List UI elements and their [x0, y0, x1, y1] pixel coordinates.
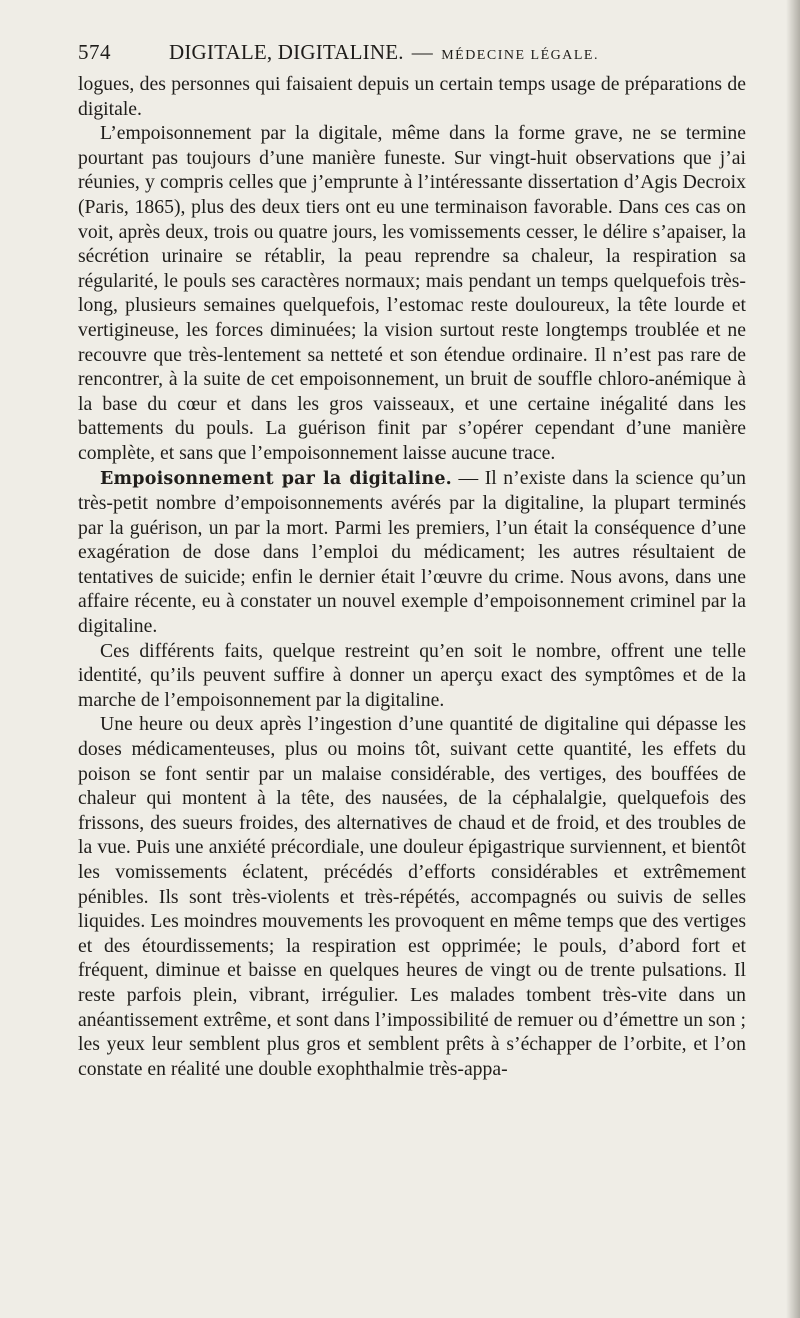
header-subtitle: MÉDECINE LÉGALE.	[441, 48, 599, 63]
running-head	[78, 40, 746, 72]
book-page	[78, 40, 746, 1081]
page-edge-shadow	[786, 0, 800, 1318]
header-title: DIGITALE, DIGITALINE.	[169, 40, 404, 64]
section-text: — Il n’existe dans la science qu’un très-petit nombre d’empoisonnements avérés par la digitaline, la plupart terminés par la guérison, un par la mort. Parmi les premiers, l’un était la conséquence d’une exagération de dose dans l’emploi du médicament; les autres résultaient de tentatives de suicide; enfin le dernier était l’œuvre du crime. Nous avons, dans une affaire récente, eu à constater un nouvel exemple d’empoisonnement criminel par la digitaline.	[78, 466, 746, 638]
paragraph-recovery: L’empoisonnement par la digitale, même dans la forme grave, ne se termine pourtant pas toujours d’une manière funeste. Sur vingt-huit observations que j’ai réunies, y compris celles que j’emprunte à l’intéressante dissertation d’Agis Decroix (Paris, 1865), plus des deux tiers ont eu une terminaison favorable. Dans ces cas on voit, après deux, trois ou quatre jours, les vomissements cesser, le délire s’apaiser, la sécrétion urinaire se rétablir, la peau reprendre sa chaleur, la respiration sa régularité, le pouls ses caractères normaux; mais pendant un temps quelquefois très-long, plusieurs semaines quelquefois, l’estomac reste douloureux, la tête lourde et vertigineuse, les forces diminuées; la vision surtout reste longtemps troublée et ne recouvre que très-lentement sa netteté et son étendue ordinaire. Il n’est pas rare de rencontrer, à la suite de cet empoisonnement, un bruit de souffle chloro-anémique à la base du cœur et dans les gros vaisseaux, et une certaine inégalité dans les battements du pouls. La guérison finit par s’opérer cependant d’une manière complète, et sans que l’empoisonnement laisse aucune trace.	[78, 122, 746, 464]
paragraph-symptoms: Une heure ou deux après l’ingestion d’une quantité de digitaline qui dépasse les doses médicamenteuses, plus ou moins tôt, suivant cette quantité, les effets du poison se font sentir par un malaise considérable, des vertiges, des bouffées de chaleur qui montent à la tête, des nausées, de la céphalalgie, quelquefois des frissons, des sueurs froides, des alternatives de chaud et de froid, et des troubles de la vue. Puis une anxiété précordiale, une douleur épigastrique surviennent, et bientôt les vomissements éclatent, précédés d’efforts considérables et extrêmement pénibles. Ils sont très-violents et très-répétés, accompagnés ou suivis de selles liquides. Les moindres mouvements les provoquent en même temps que des vertiges et des étourdissements; la respiration est opprimée; le pouls, d’abord fort et fréquent, diminue et baisse en quelques heures de vingt ou de trente pulsations. Il reste parfois plein, vibrant, irrégulier. Les malades tombent très-vite dans un anéantissement extrême, et sont dans l’impossibilité de remuer ou d’émettre un son ; les yeux leur semblent plus gros et semblent prêts à s’échapper de l’orbite, et l’on constate en réalité une double exophthalmie très-appa-	[78, 713, 746, 1080]
page-number: 574	[78, 40, 111, 64]
header-dash: —	[411, 40, 434, 64]
body-text	[78, 72, 746, 1081]
section-heading: Empoisonnement par la digitaline.	[100, 468, 452, 489]
paragraph-continuation: logues, des personnes qui faisaient depuis un certain temps usage de préparations de digitale.	[78, 73, 746, 120]
section-digitaline	[78, 466, 746, 639]
paragraph-identity: Ces différents faits, quelque restreint qu’en soit le nombre, offrent une telle identité, qu’ils peuvent suffire à donner un aperçu exact des symptômes et de la marche de l’empoisonnement par la digitaline.	[78, 639, 746, 711]
